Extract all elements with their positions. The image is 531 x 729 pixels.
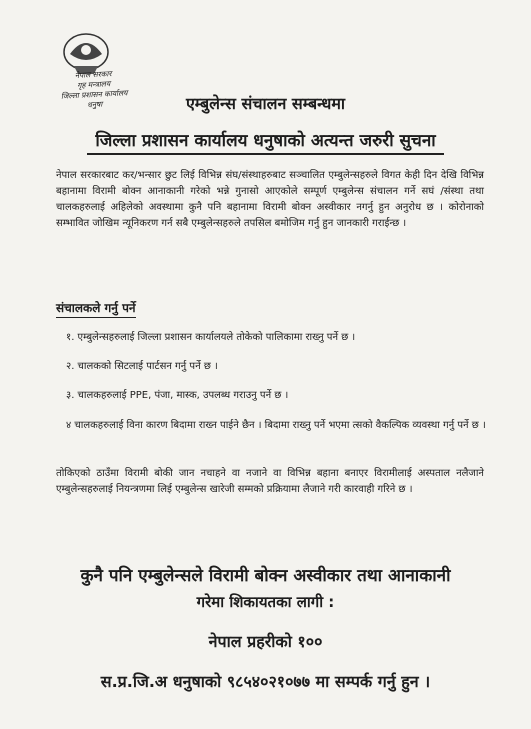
list-item: १. एम्बुलेन्सहरुलाई जिल्ला प्रशासन कार्यालयले तोकेको पालिकामा राख्नु पर्ने छ । [66, 332, 356, 343]
intro-paragraph: नेपाल सरकारबाट कर/भन्सार छुट लिई विभिन्न संघ/संस्थाहरुबाट सञ्चालित एम्बुलेन्सहरुले विगत केही दिन देखि विभिन्न बहानामा विरामी बोक्न आनाकानी गरेको भन्ने गुनासो आएकोले सम्पूर्ण एम्बुलेन्स संचालन गर्ने सघं /संस्था तथा चालकहरुलाई अहिलेको अवस्थामा कुनै पनि बहानामा विरामी बोक्न अस्वीकार नगर्नु हुन अनुरोध छ । कोरोनाको सम्भावित जोखिम न्यूनिकरण गर्न सबै एम्बुलेन्सहरुले तपसिल बमोजिम गर्नु हुन जानकारी गराईन्छ । [56, 170, 484, 229]
cdo-contact: स.प्र.जि.अ धनुषाको ९८५४०२१०७७ मा सम्पर्क गर्नु हुन । [100, 672, 431, 691]
office-line: गृह मन्त्रालय [76, 79, 111, 90]
list-item: ४ चालकहरुलाई विना कारण बिदामा राख्न पाईने छैन । बिदामा राख्नु पर्ने भएमा त्सको वैकल्पिक व्यवस्था गर्नु पर्ने छ । [66, 420, 486, 431]
list-item: ३. चालकहरुलाई PPE, पंजा, मास्क, उपलब्ध गराउनु पर्ने छ । [66, 390, 289, 401]
office-line: नेपाल सरकार [74, 69, 112, 80]
closing-paragraph: तोकिएको ठाउँमा विरामी बोकी जान नचाहने वा नजाने वा विभिन्न बहाना बनाएर विरामीलाई अस्पताल नलैजाने एम्बुलेन्सहरुलाई नियन्त्रणमा लिई एम्बुलेन्स खारेजी सम्मको प्रक्रियामा लैजाने गरी कारवाही गरिने छ । [56, 468, 484, 495]
complaint-line: गरेमा शिकायतका लागी : [196, 593, 335, 611]
page-title: एम्बुलेन्स संचालन सम्बन्धमा [185, 94, 346, 113]
complaint-line: कुनै पनि एम्बुलेन्सले विरामी बोक्न अस्वीकार तथा आनाकानी [80, 566, 451, 586]
office-line: धनुषा [87, 99, 103, 110]
subtitle-text: जिल्ला प्रशासन कार्यालय धनुषाको अत्यन्त जरुरी सुचना [87, 128, 443, 155]
list-item: २. चालकको सिटलाई पार्टसन गर्नु पर्ने छ । [66, 361, 218, 372]
section-title: संचालकले गर्नु पर्ने [56, 299, 136, 318]
office-line: जिल्ला प्रशासन कार्यालय [60, 88, 128, 101]
police-contact: नेपाल प्रहरीको १०० [208, 632, 323, 651]
page-subtitle [0, 128, 531, 155]
